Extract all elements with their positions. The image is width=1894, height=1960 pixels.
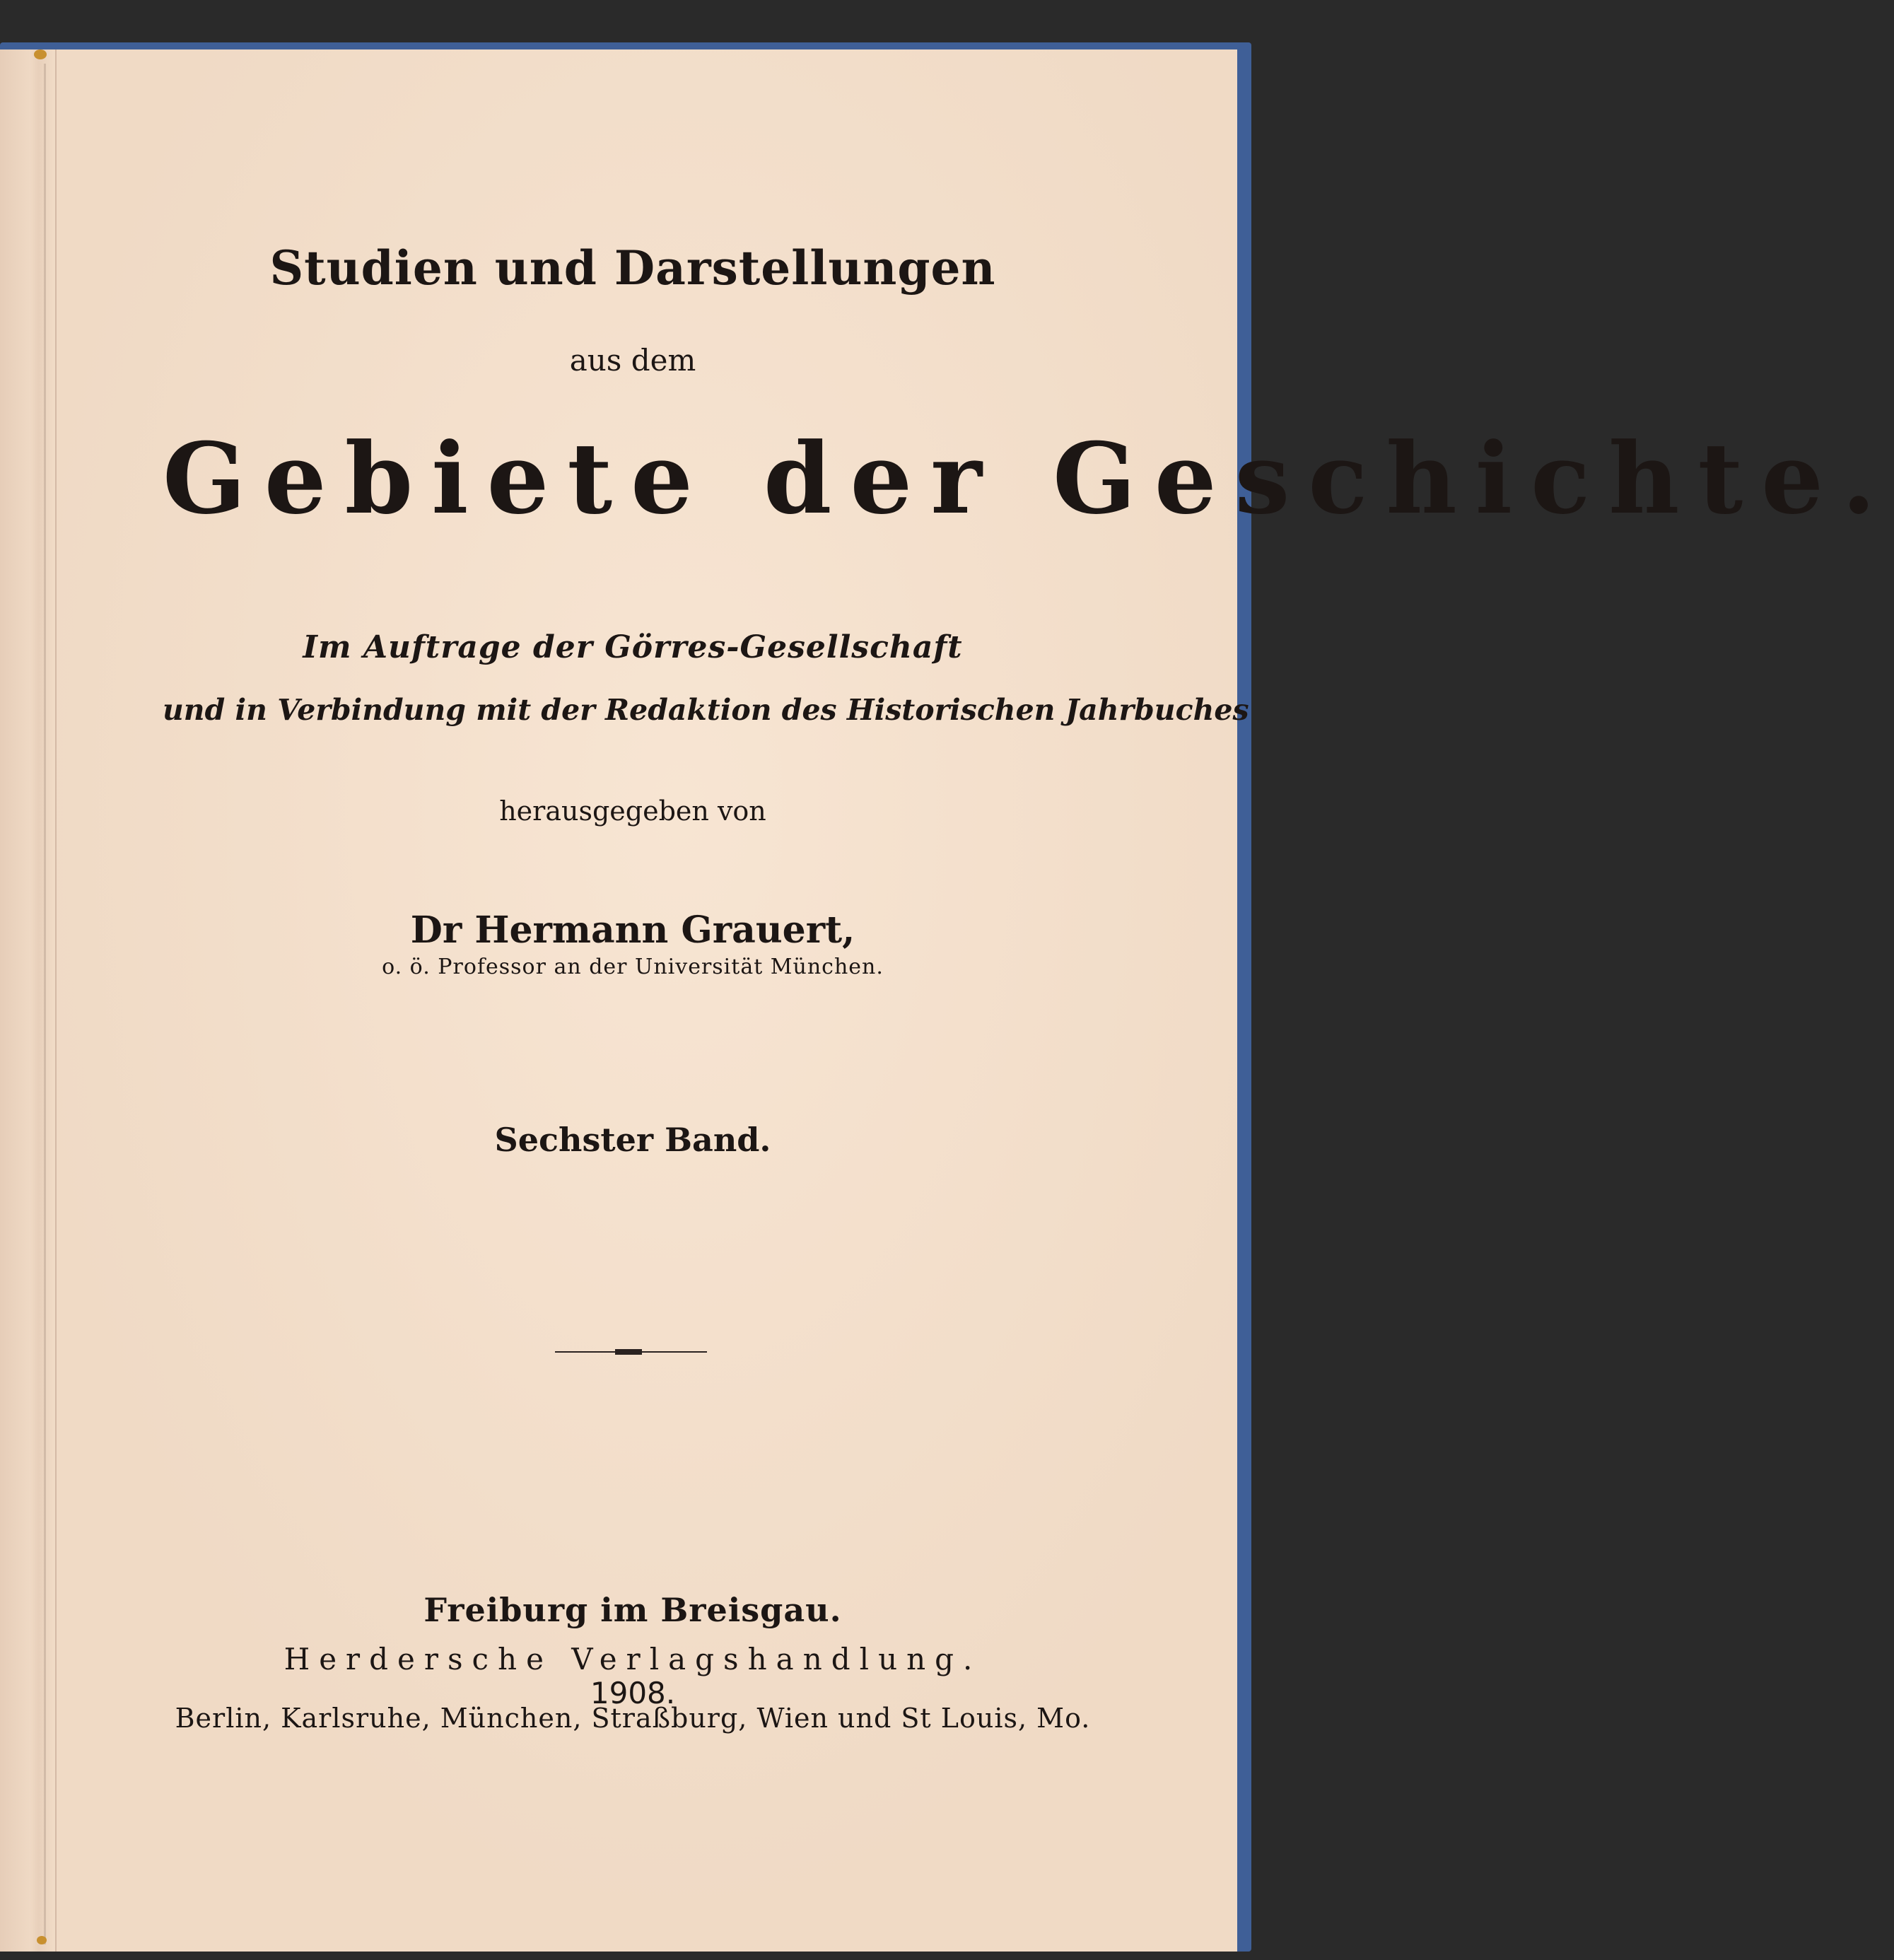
imprint-place: Freiburg im Breisgau. bbox=[423, 1591, 842, 1629]
editor-role: o. ö. Professor an der Universität München. bbox=[382, 955, 884, 979]
imprint-year: 1908. bbox=[590, 1676, 676, 1710]
series-title-main: Gebiete der Geschichte. bbox=[163, 421, 1894, 536]
editor-note: herausgegeben von bbox=[499, 795, 766, 827]
series-title: Studien und Darstellungen bbox=[269, 240, 996, 296]
page-gutter bbox=[0, 49, 57, 1952]
series-title-connector: aus dem bbox=[569, 343, 696, 378]
volume-number: Sechster Band. bbox=[494, 1121, 771, 1159]
editor-name: Dr Hermann Grauert, bbox=[410, 909, 855, 952]
commission-line: Im Auftrage der Görres-Gesellschaft bbox=[303, 629, 963, 665]
foxing-spot bbox=[34, 49, 47, 59]
collaboration-line: und in Verbindung mit der Redaktion des Historischen Jahrbuches bbox=[163, 693, 1249, 727]
imprint-cities: Berlin, Karlsruhe, München, Straßburg, Wien und St Louis, Mo. bbox=[175, 1703, 1091, 1734]
binding-hinge bbox=[44, 64, 46, 1944]
ornamental-rule-center bbox=[615, 1349, 642, 1355]
imprint-publisher: Herdersche Verlagshandlung. bbox=[283, 1642, 982, 1676]
foxing-spot bbox=[37, 1936, 47, 1944]
